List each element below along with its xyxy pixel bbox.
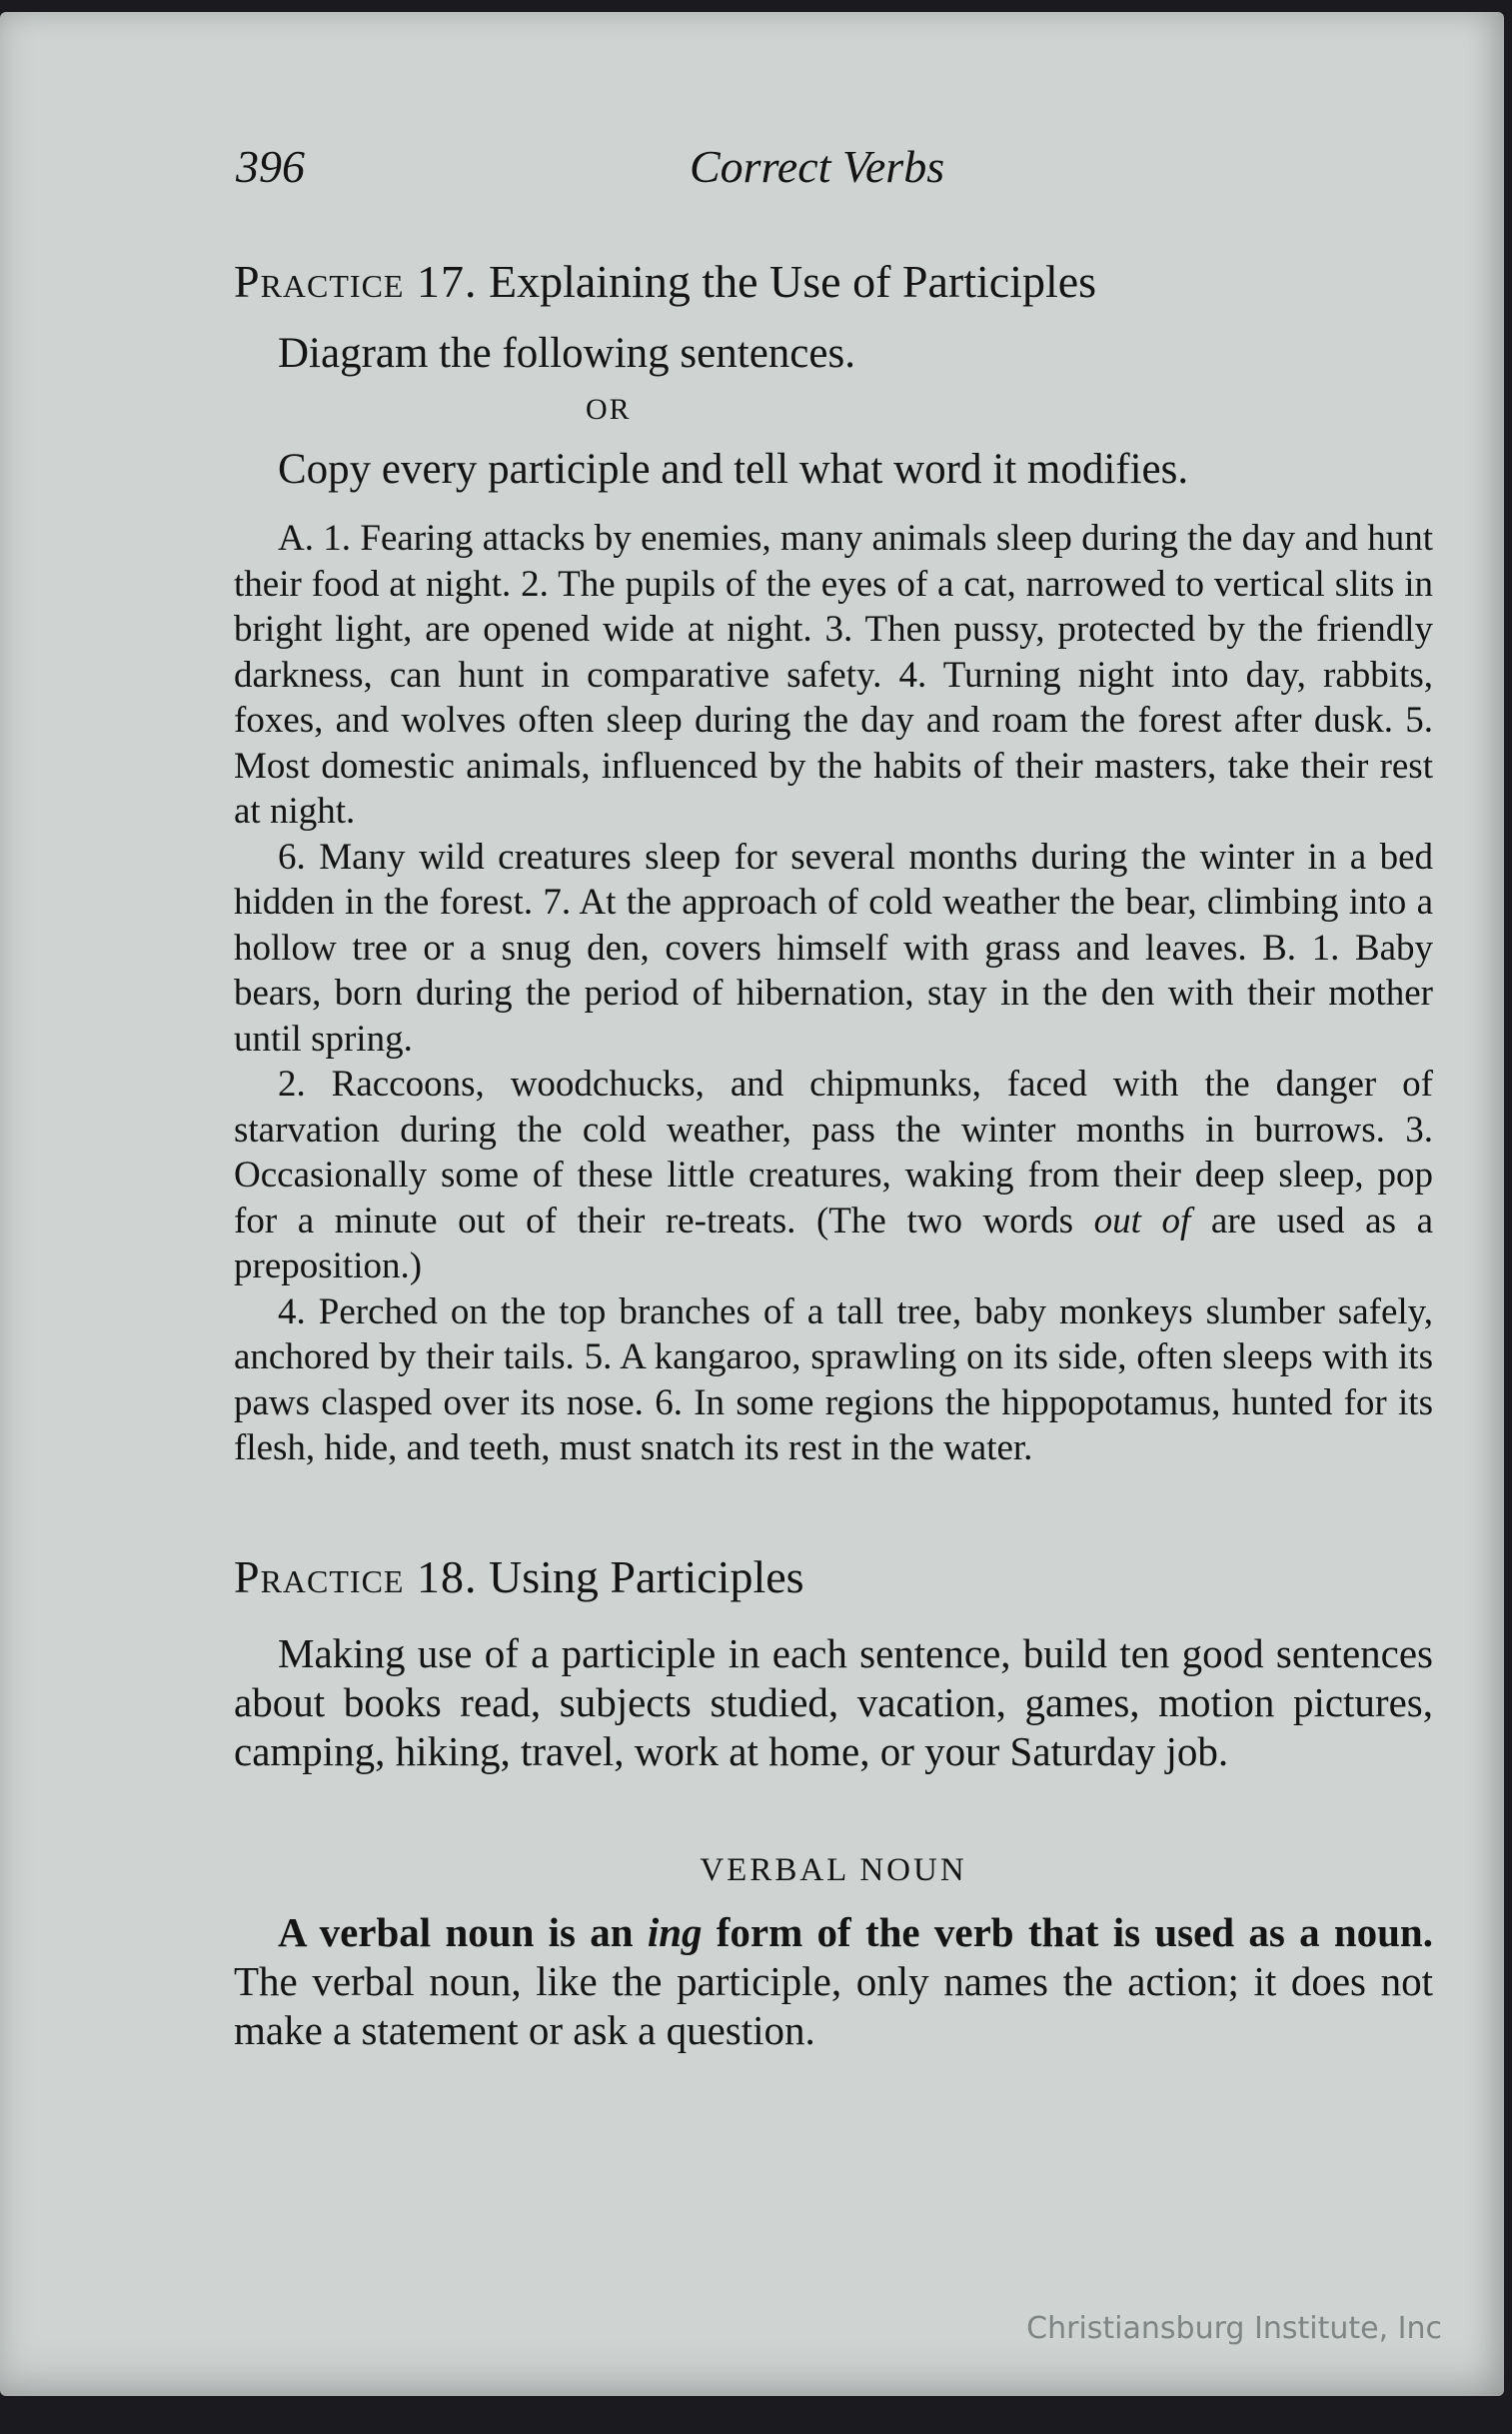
verbal-noun-definition	[234, 1908, 1433, 2055]
definition-rest: The verbal noun, like the participle, only names the action; it does not make a statement or ask a question.	[234, 1957, 1433, 2053]
exercise-paragraph-3-part-2: are used as a preposition.)	[234, 1200, 1434, 1286]
practice-17-label: Practice 17.	[234, 256, 478, 307]
watermark-text: Christiansburg Institute, Inc	[1026, 2311, 1442, 2346]
or-separator: OR	[586, 393, 632, 426]
book-page	[0, 12, 1504, 2396]
definition-lead-part-1: A verbal noun is an	[278, 1908, 648, 1955]
page-number: 396	[236, 141, 305, 192]
running-title: Correct Verbs	[690, 141, 945, 192]
exercise-paragraph-4: 4. Perched on the top branches of a tall tree, baby monkeys slumber safely, anchored by their tails. 5. A kangaroo, sprawling on its side, often sleeps with its paws clasped over its nose. 6. In some regions the hippopotamus, hunted for its flesh, hide, and teeth, must snatch its rest in the water.	[234, 1290, 1433, 1468]
practice-17-title: Explaining the Use of Participles	[488, 256, 1097, 307]
practice-18-heading	[234, 1547, 1433, 1607]
practice-18-label: Practice 18.	[234, 1550, 478, 1602]
definition-lead	[278, 1909, 1433, 1955]
exercise-paragraph-3-part-1: 2. Raccoons, woodchucks, and chipmunks, faced with the danger of starvation during the cold weather, pass the winter months in burrows. 3. Occasionally some of these little creatures, waking from their deep sleep, pop for a minute out of their re-treats. (The two words	[234, 1064, 1433, 1241]
practice-17-instruction-1: Diagram the following sentences.	[278, 330, 855, 377]
practice-18-title: Using Participles	[488, 1550, 804, 1602]
page-content	[234, 252, 1433, 2055]
verbal-noun-heading: VERBAL NOUN	[700, 1851, 967, 1888]
running-head	[236, 140, 1435, 210]
exercise-paragraph-3	[234, 1062, 1433, 1289]
practice-17-instruction-2: Copy every participle and tell what word it modifies.	[278, 446, 1189, 493]
practice-17-heading	[234, 252, 1433, 312]
exercise-paragraph-1: A. 1. Fearing attacks by enemies, many animals sleep during the day and hunt their food at night. 2. The pupils of the eyes of a cat, narrowed to vertical slits in bright light, are opened wide at night. 3. Then pussy, protected by the friendly darkness, can hunt in comparative safety. 4. Turning night into day, rabbits, foxes, and wolves often sleep during the day and roam the forest after dusk. 5. Most domestic animals, influenced by the habits of their masters, take their rest at night.	[234, 518, 1433, 832]
exercise-paragraph-3-italic: out of	[1093, 1200, 1191, 1241]
definition-lead-italic: ing	[647, 1908, 703, 1955]
exercise-paragraph-2: 6. Many wild creatures sleep for several months during the winter in a bed hidden in the forest. 7. At the approach of cold weather the bear, climbing into a hollow tree or a snug den, covers himself with grass and leaves. B. 1. Baby bears, born during the period of hibernation, stay in the den with their mother until spring.	[234, 836, 1433, 1060]
practice-18-text: Making use of a participle in each sentence, build ten good sentences about books read, subjects studied, vacation, games, motion pictures, camping, hiking, travel, work at home, or your Saturday job.	[234, 1629, 1433, 1774]
definition-lead-part-2: form of the verb that is used as a noun.	[702, 1908, 1433, 1955]
